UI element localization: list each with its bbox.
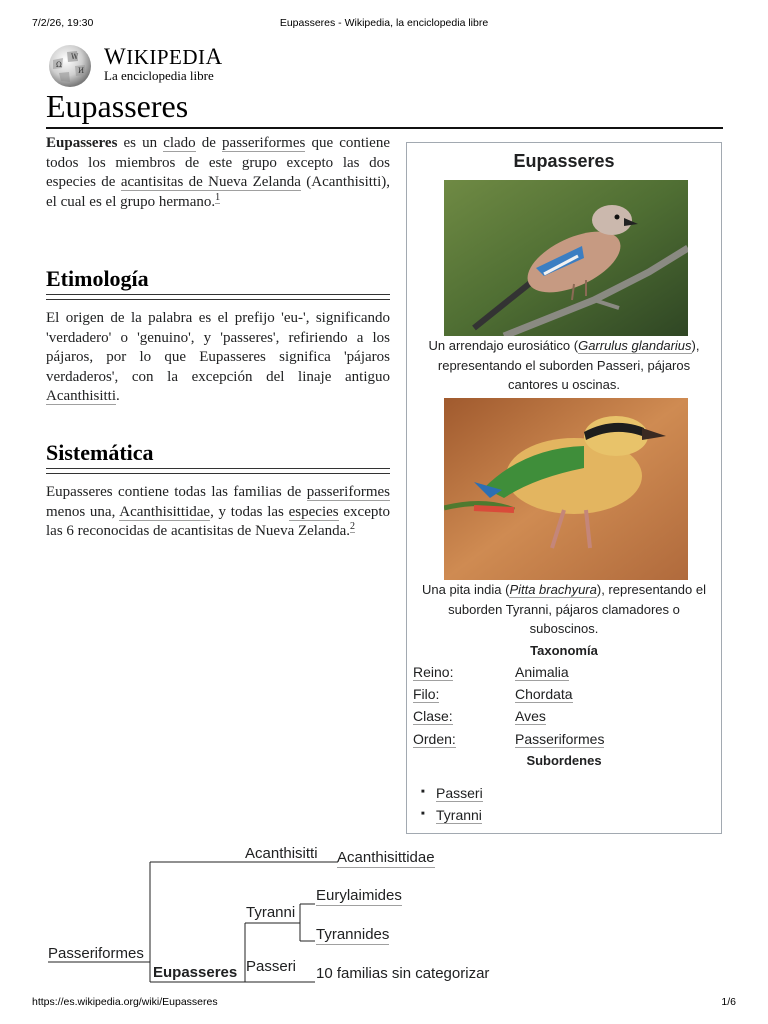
clade-tyrannides[interactable]: Tyrannides <box>316 926 390 943</box>
ref-2[interactable]: 2 <box>350 521 356 532</box>
pitta-image[interactable] <box>444 398 688 580</box>
page-title: Eupasseres <box>46 88 189 124</box>
clade-eupasseres: Eupasseres <box>153 964 238 981</box>
taxonomy-row: Clase: Aves <box>413 708 546 724</box>
print-datetime: 7/2/26, 19:30 <box>32 17 94 29</box>
print-page-number: 1/6 <box>721 996 736 1008</box>
clade-passeri-note: 10 familias sin categorizar <box>316 965 490 982</box>
link-acanthisitti[interactable]: Acanthisitti <box>46 388 116 404</box>
link-acanthisittidae[interactable]: Acanthisittidae <box>119 503 211 520</box>
link-passeriformes[interactable]: passeriformes <box>222 135 306 151</box>
taxonomy-row: Filo: Chordata <box>413 686 573 702</box>
print-header <box>32 17 736 31</box>
wikipedia-wordmark[interactable]: WIKIPEDIA <box>104 44 223 69</box>
svg-text:Ω: Ω <box>56 61 62 69</box>
svg-text:W: W <box>71 53 79 61</box>
link-acantisitas[interactable]: acantisitas de Nueva Zelanda <box>120 174 301 190</box>
taxonomy-row: Reino: Animalia <box>413 664 569 680</box>
taxobox <box>406 142 722 834</box>
clade-passeriformes[interactable]: Passeriformes <box>48 945 144 962</box>
print-page-title: Eupasseres - Wikipedia, la enciclopedia libre <box>279 17 489 29</box>
site-tagline: La enciclopedia libre <box>104 68 214 83</box>
title-divider <box>46 127 723 129</box>
clade-acanthisitti[interactable]: Acanthisitti <box>245 845 318 862</box>
intro-paragraph: Eupasseres es un clado de passeriformes que contiene todos los miembros de este grupo excepto las dos especies de acantisitas de Nueva Zelanda (Acanthisitti), el cual es el grupo hermano.$^1$ <box>46 135 390 210</box>
wikipedia-globe-icon[interactable] <box>45 42 97 88</box>
list-item <box>421 785 483 807</box>
taxobox-title: Eupasseres <box>513 151 615 171</box>
clade-acanthisittidae[interactable]: Acanthisittidae <box>337 849 435 866</box>
link-tyranni[interactable]: Tyranni <box>436 807 482 823</box>
suborders-heading: Subordenes <box>526 753 602 768</box>
svg-text:И: И <box>78 67 85 75</box>
sistematica-paragraph: Eupasseres contiene todas las familias de passeriformes menos una, Acanthisittidae, y todas las especies excepto las 6 reconocidas de acantisitas de Nueva Zelanda.$^2$ <box>46 484 391 539</box>
suborders-list <box>421 785 483 829</box>
etimologia-paragraph: El origen de la palabra es el prefijo 'eu-', significando 'verdadero' o 'genuino', y 'passeres', refiriendo a los pájaros, por lo que Eupasseres significa 'pájaros verdaderos', con la excepción del linaje antiguo Acanthisitti. <box>46 310 390 404</box>
print-url: https://es.wikipedia.org/wiki/Eupasseres <box>32 996 218 1008</box>
link-passeriformes-2[interactable]: passeriformes <box>306 484 390 500</box>
taxonomy-heading: Taxonomía <box>530 643 598 658</box>
link-clado[interactable]: clado <box>163 135 196 151</box>
print-footer <box>32 996 736 1008</box>
clade-eurylaimides[interactable]: Eurylaimides <box>316 887 402 904</box>
link-garrulus[interactable]: Garrulus glandarius <box>578 338 692 353</box>
heading-divider <box>46 468 390 474</box>
cladogram <box>40 840 560 990</box>
clade-tyranni[interactable]: Tyranni <box>246 904 296 921</box>
link-pitta[interactable]: Pitta brachyura <box>509 582 597 597</box>
pitta-caption: Una pita india (Pitta brachyura), representando el suborden Tyranni, pájaros clamadores o suboscinos. <box>421 582 706 636</box>
list-item <box>421 807 483 829</box>
jay-caption: Un arrendajo eurosiático (Garrulus glandarius), representando el suborden Passeri, pájaros cantores u oscinas. <box>428 338 700 392</box>
link-especies[interactable]: especies <box>288 503 339 520</box>
clade-passeri[interactable]: Passeri <box>246 958 297 975</box>
heading-divider <box>46 294 390 300</box>
taxonomy-row: Orden: Passeriformes <box>413 731 605 747</box>
heading-sistematica: Sistemática <box>46 440 154 465</box>
link-passeri[interactable]: Passeri <box>436 785 483 801</box>
jay-image[interactable] <box>444 180 688 336</box>
heading-etimologia: Etimología <box>46 266 149 291</box>
ref-1[interactable]: 1 <box>215 191 221 203</box>
